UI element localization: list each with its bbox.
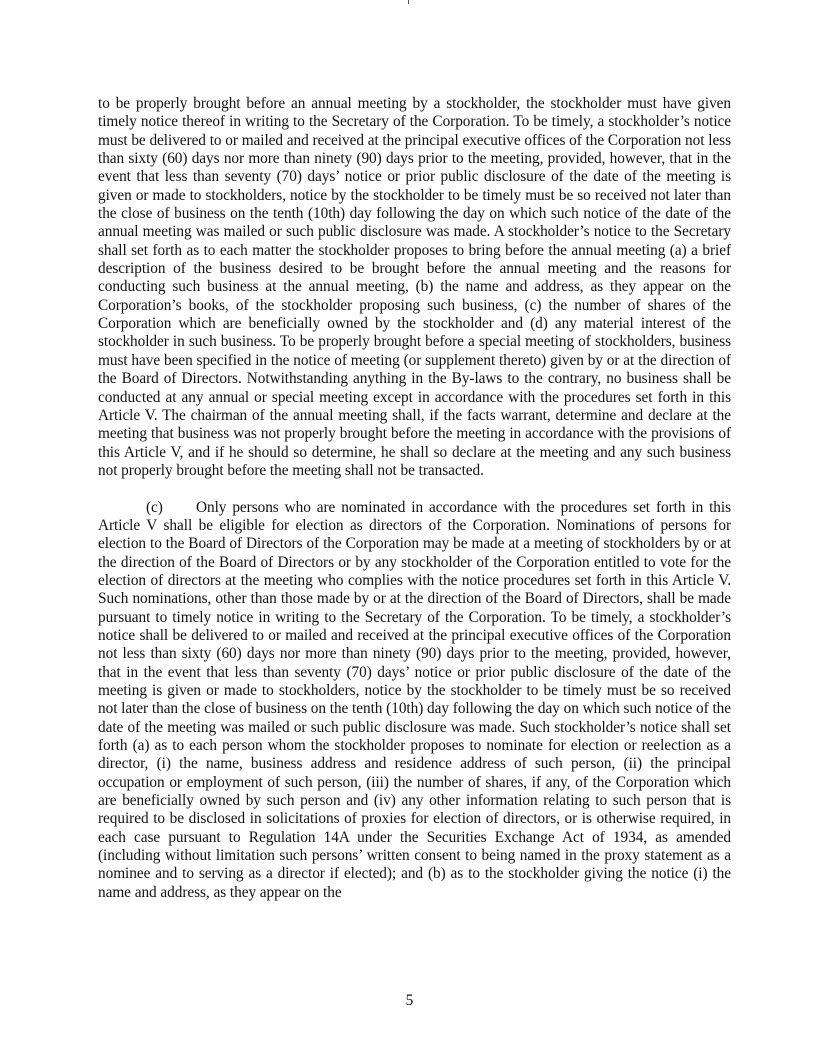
paragraph-continued: [98, 95, 731, 480]
document-body: [98, 95, 731, 902]
paragraph-label: (c): [146, 498, 163, 516]
paragraph-text: to be properly brought before an annual meeting by a stockholder, the stockholder must have given timely notice thereof in writing to the Secretary of the Corporation. To be timely, a stockholder’s notice must be delivered to or mailed and received at the principal executive offices of the Corporation not less than sixty (60) days nor more than ninety (90) days prior to the meeting, provided, however, that in the event that less than seventy (70) days’ notice or prior public disclosure of the date of the meeting is given or made to stockholders, notice by the stockholder to be timely must be so received not later than the close of business on the tenth (10th) day following the day on which such notice of the date of the annual meeting was mailed or such public disclosure was made. A stockholder’s notice to the Secretary shall set forth as to each matter the stockholder proposes to bring before the annual meeting (a) a brief description of the business desired to be brought before the annual meeting and the reasons for conducting such business at the annual meeting, (b) the name and address, as they appear on the Corporation’s books, of the stockholder proposing such business, (c) the number of shares of the Corporation which are beneficially owned by the stockholder and (d) any material interest of the stockholder in such business. To be properly brought before a special meeting of stockholders, business must have been specified in the notice of meeting (or supplement thereto) given by or at the direction of the Board of Directors. Notwithstanding anything in the By-laws to the contrary, no business shall be conducted at any annual or special meeting except in accordance with the procedures set forth in this Article V. The chairman of the annual meeting shall, if the facts warrant, determine and declare at the meeting that business was not properly brought before the meeting in accordance with the provisions of this Article V, and if he should so determine, he shall so declare at the meeting and any such business not properly brought before the meeting shall not be transacted.: [98, 95, 731, 479]
page-number: 5: [405, 992, 414, 1009]
page-top-mark: [408, 0, 409, 4]
paragraph-c: [98, 499, 731, 903]
paragraph-text: Only persons who are nominated in accordance with the procedures set forth in this Article V shall be eligible for election as directors of the Corporation. Nominations of persons for election to the Board of Directors of the Corporation may be made at a meeting of stockholders by or at the direction of the Board of Directors or by any stockholder of the Corporation entitled to vote for the election of directors at the meeting who complies with the notice procedures set forth in this Article V. Such nominations, other than those made by or at the direction of the Board of Directors, shall be made pursuant to timely notice in writing to the Secretary of the Corporation. To be timely, a stockholder’s notice shall be delivered to or mailed and received at the principal executive offices of the Corporation not less than sixty (60) days nor more than ninety (90) days prior to the meeting, provided, however, that in the event that less than seventy (70) days’ notice or prior public disclosure of the date of the meeting is given or made to stockholders, notice by the stockholder to be timely must be so received not later than the close of business on the tenth (10th) day following the day on which such notice of the date of the meeting was mailed or such public disclosure was made. Such stockholder’s notice shall set forth (a) as to each person whom the stockholder proposes to nominate for election or reelection as a director, (i) the name, business address and residence address of such person, (ii) the principal occupation or employment of such person, (iii) the number of shares, if any, of the Corporation which are beneficially owned by such person and (iv) any other information relating to such person that is required to be disclosed in solicitations of proxies for election of directors, or is otherwise required, in each case pursuant to Regulation 14A under the Securities Exchange Act of 1934, as amended (including without limitation such persons’ written consent to being named in the proxy statement as a nominee and to serving as a director if elected); and (b) as to the stockholder giving the notice (i) the name and address, as they appear on the: [98, 498, 731, 901]
